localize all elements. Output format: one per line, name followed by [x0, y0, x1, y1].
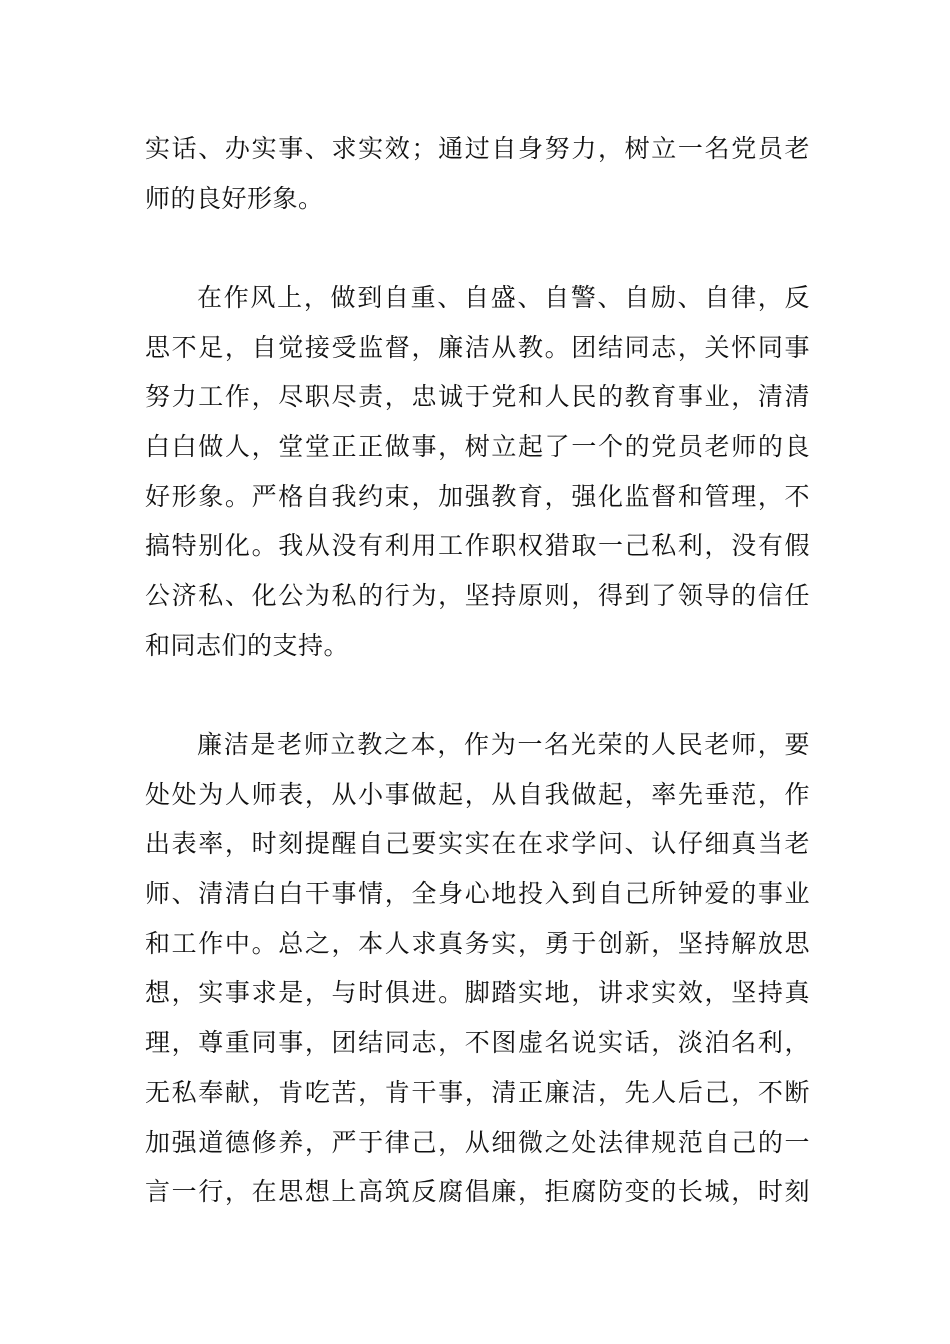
- text-line: 无私奉献，肯吃苦，肯干事，清正廉洁，先人后己，不断: [145, 1077, 810, 1107]
- text-line: 努力工作，尽职尽责，忠诚于党和人民的教育事业，清清: [145, 382, 810, 412]
- text-line: 言一行，在思想上高筑反腐倡廉，拒腐防变的长城，时刻: [145, 1177, 810, 1207]
- paragraph-1: [145, 124, 810, 223]
- text-line: 加强道德修养，严于律己，从细微之处法律规范自己的一: [145, 1127, 810, 1157]
- text-line: 搞特别化。我从没有利用工作职权猎取一己私利，没有假: [145, 531, 810, 561]
- paragraph-3: [145, 720, 810, 1217]
- text-line: 想，实事求是，与时俱进。脚踏实地，讲求实效，坚持真: [145, 978, 810, 1008]
- text-line: 在作风上，做到自重、自盛、自警、自励、自律，反: [197, 283, 810, 312]
- text-line: 和同志们的支持。: [145, 630, 350, 660]
- text-line: 和工作中。总之，本人求真务实，勇于创新，坚持解放思: [145, 928, 810, 958]
- text-line: 好形象。严格自我约束，加强教育，强化监督和管理，不: [145, 481, 810, 511]
- text-line: 廉洁是老师立教之本，作为一名光荣的人民老师，要: [197, 730, 810, 759]
- text-line: 实话、办实事、求实效；通过自身努力，树立一名党员老: [145, 134, 810, 163]
- text-line: 理，尊重同事，团结同志，不图虚名说实话，淡泊名利，: [145, 1028, 810, 1058]
- text-line: 公济私、化公为私的行为，坚持原则，得到了领导的信任: [145, 581, 810, 611]
- text-line: 处处为人师表，从小事做起，从自我做起，率先垂范，作: [145, 779, 810, 809]
- text-line: 白白做人，堂堂正正做事，树立起了一个的党员老师的良: [145, 432, 810, 462]
- text-line: 出表率，时刻提醒自己要实实在在求学问、认仔细真当老: [145, 829, 810, 859]
- paragraph-2: [145, 273, 810, 671]
- text-line: 思不足，自觉接受监督，廉洁从教。团结同志，关怀同事: [145, 332, 810, 362]
- text-line: 师的良好形象。: [145, 183, 324, 213]
- text-line: 师、清清白白干事情，全身心地投入到自己所钟爱的事业: [145, 879, 810, 909]
